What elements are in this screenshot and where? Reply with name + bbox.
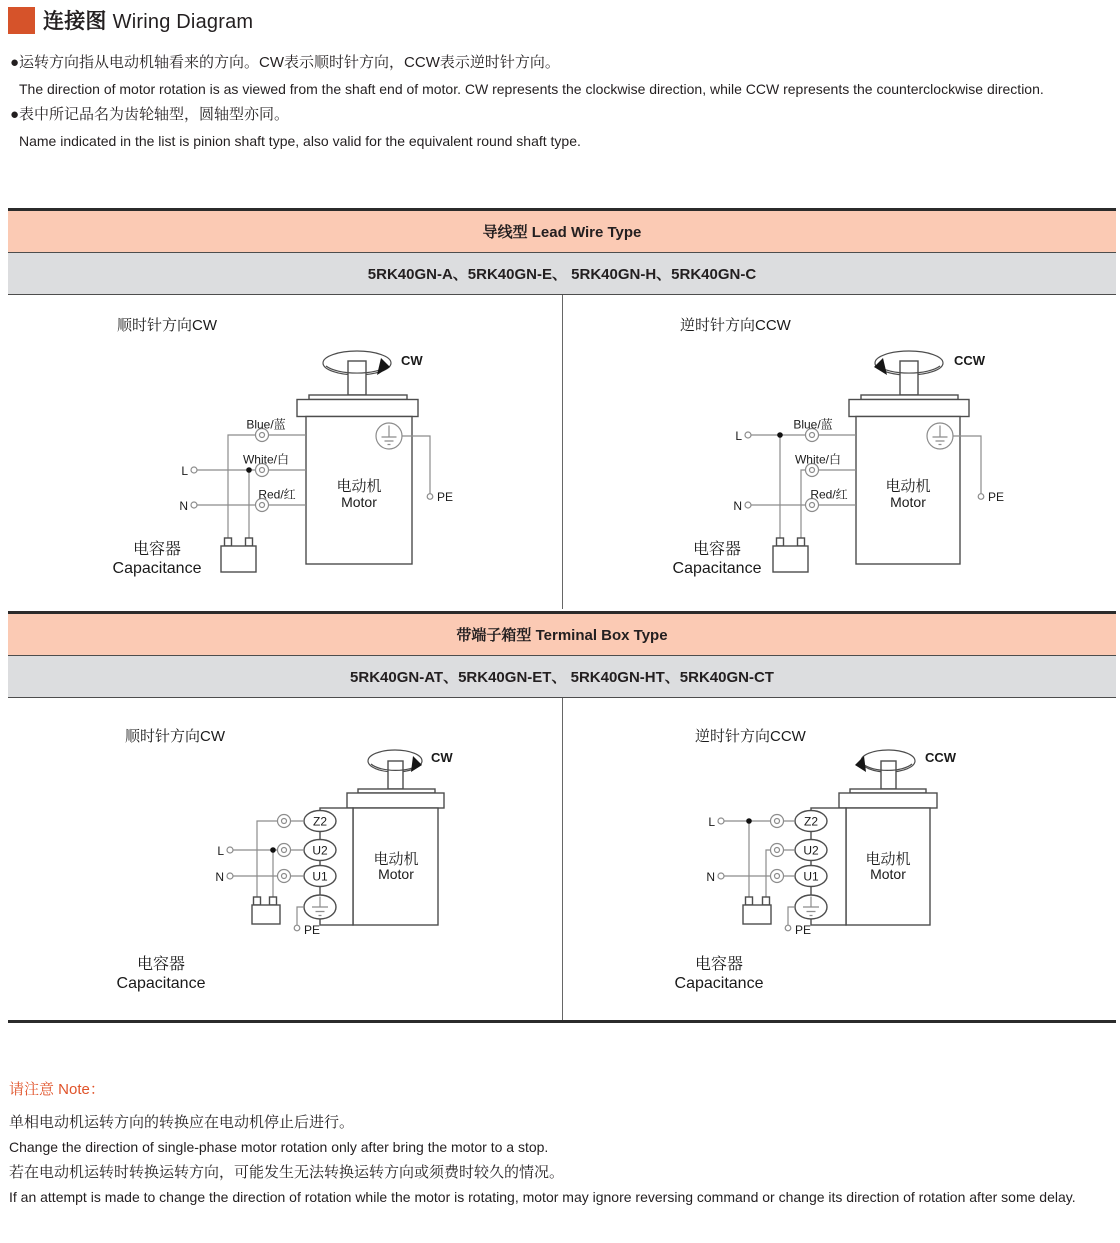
section-models-band: 5RK40GN-AT、5RK40GN-ET、 5RK40GN-HT、5RK40GN-CT xyxy=(8,656,1116,698)
wiring-diagram-terminal-ccw xyxy=(563,698,1116,1020)
pe-label: PE xyxy=(437,490,454,504)
terminal-z2-screw xyxy=(278,815,291,828)
line-node-l xyxy=(718,818,724,824)
line-node-n xyxy=(227,873,233,879)
terminal-label-white: White/白 xyxy=(794,452,842,467)
motor-label-cn: 电动机 xyxy=(865,851,911,868)
line-label-n: N xyxy=(179,499,188,513)
terminal-label-u2: U2 xyxy=(803,843,819,858)
motor-label-en: Motor xyxy=(890,494,926,510)
motor-label-en: Motor xyxy=(870,866,906,882)
capacitor-label-en: Capacitance xyxy=(672,560,762,577)
terminal-label-red: Red/红 xyxy=(810,487,848,502)
wiring-diagram-lead-ccw xyxy=(563,295,1116,609)
motor-label-cn: 电动机 xyxy=(885,478,931,495)
section-header-band: 带端子箱型 Terminal Box Type xyxy=(8,614,1116,656)
terminal-label-u1: U1 xyxy=(803,869,819,884)
note-line-4: If an attempt is made to change the direction of rotation while the motor is rotating, motor may ignore reversing command or change its direction of rotation after some delay. xyxy=(9,1189,1076,1205)
capacitor-label-cn: 电容器 xyxy=(132,541,182,558)
lead-ccw-cell xyxy=(562,295,1115,609)
rotation-label: CCW xyxy=(925,750,957,765)
terminal-label-blue: Blue/蓝 xyxy=(793,417,833,432)
rotation-arrowhead xyxy=(411,756,422,772)
junction-dot xyxy=(746,818,752,824)
capacitor-label-en: Capacitance xyxy=(116,975,206,992)
rotation-label: CW xyxy=(431,750,453,765)
wiring-diagram-lead-cw xyxy=(8,295,562,609)
line-node-n xyxy=(718,873,724,879)
line-node-l xyxy=(227,847,233,853)
section-lead-wire-type xyxy=(8,208,1116,609)
junction-dot xyxy=(777,432,783,438)
line-node-l xyxy=(191,467,197,473)
line-label-n: N xyxy=(706,870,715,884)
intro-bullet-1-cn: ●运转方向指从电动机轴看来的方向。CW表示顺时针方向，CCW表示逆时针方向。 xyxy=(10,54,560,71)
diagram-title: 逆时针方向CCW xyxy=(680,317,791,334)
capacitor-label-cn: 电容器 xyxy=(694,956,744,973)
pe-label: PE xyxy=(304,923,321,937)
note-line-2: Change the direction of single-phase motor rotation only after bring the motor to a stop. xyxy=(9,1139,549,1155)
capacitor xyxy=(252,897,280,924)
section-models-band: 5RK40GN-A、5RK40GN-E、 5RK40GN-H、5RK40GN-C xyxy=(8,253,1116,295)
intro-bullet-2-en: Name indicated in the list is pinion shaft type, also valid for the equivalent round shaft type. xyxy=(19,133,581,149)
capacitor-label-cn: 电容器 xyxy=(136,956,186,973)
note-line-3: 若在电动机运转时转换运转方向，可能发生无法转换运转方向或须费时较久的情况。 xyxy=(9,1164,565,1181)
accent-square-icon xyxy=(8,7,35,34)
terminal-label-z2: Z2 xyxy=(803,814,819,829)
motor-label-en: Motor xyxy=(378,866,414,882)
ground-symbol xyxy=(376,423,402,449)
capacitor-label-en: Capacitance xyxy=(112,560,202,577)
junction-dot xyxy=(246,467,252,473)
motor-shaft xyxy=(348,361,366,395)
terminal-u2-screw xyxy=(771,844,784,857)
rotation-arrowhead xyxy=(855,756,866,772)
motor-shaft xyxy=(900,361,918,395)
capacitor xyxy=(221,538,256,572)
section-terminal-box-type xyxy=(8,611,1116,1023)
wires xyxy=(751,432,856,538)
line-label-l: L xyxy=(181,464,188,478)
motor-shaft xyxy=(881,761,896,789)
line-label-l: L xyxy=(735,429,742,443)
line-label-n: N xyxy=(215,870,224,884)
lead-wire-diagram-row xyxy=(8,295,1116,609)
note-section xyxy=(9,1078,1115,1210)
motor-label-cn: 电动机 xyxy=(373,851,419,868)
pe-label: PE xyxy=(988,490,1005,504)
line-label-l: L xyxy=(708,815,715,829)
intro-bullet-2-cn: ●表中所记品名为齿轮轴型，圆轴型亦同。 xyxy=(10,106,290,123)
terminal-cw-cell xyxy=(8,698,562,1020)
diagram-title: 逆时针方向CCW xyxy=(695,728,806,745)
wiring-diagram-terminal-cw xyxy=(8,698,562,1020)
capacitor-label-cn: 电容器 xyxy=(692,541,742,558)
motor-label-en: Motor xyxy=(341,494,377,510)
rotation-arrowhead xyxy=(377,358,390,375)
note-label: 请注意 Note： xyxy=(9,1081,105,1098)
line-label-l: L xyxy=(217,844,224,858)
capacitor xyxy=(743,897,771,924)
intro-bullet-1-en: The direction of motor rotation is as viewed from the shaft end of motor. CW represents the clockwise direction, while CCW represents the counterclockwise direction. xyxy=(19,81,1044,97)
terminal-label-u1: U1 xyxy=(312,869,328,884)
terminal-label-u2: U2 xyxy=(312,843,328,858)
capacitor-label-en: Capacitance xyxy=(674,975,764,992)
pe-node xyxy=(785,925,791,931)
line-node-n xyxy=(745,502,751,508)
motor-shaft xyxy=(388,761,403,789)
pe-node xyxy=(294,925,300,931)
line-node-l xyxy=(745,432,751,438)
page-header xyxy=(8,5,253,35)
note-line-1: 单相电动机运转方向的转换应在电动机停止后进行。 xyxy=(9,1114,355,1131)
page-title-en: Wiring Diagram xyxy=(112,11,254,33)
terminal-label-white: White/白 xyxy=(242,452,290,467)
section-header-band: 导线型 Lead Wire Type xyxy=(8,211,1116,253)
terminal-z2-screw xyxy=(771,815,784,828)
page-title-cn: 连接图 xyxy=(43,10,107,33)
terminal-u1-screw xyxy=(278,870,291,883)
intro-notes xyxy=(10,50,1114,154)
pe-label: PE xyxy=(795,923,812,937)
lead-cw-cell xyxy=(8,295,562,609)
junction-dot xyxy=(270,847,276,853)
terminal-box-diagram-row xyxy=(8,698,1116,1020)
terminal-ccw-cell xyxy=(562,698,1115,1020)
motor-label-cn: 电动机 xyxy=(336,478,382,495)
rotation-label: CCW xyxy=(954,353,986,368)
terminal-label-red: Red/红 xyxy=(258,487,296,502)
line-label-n: N xyxy=(733,499,742,513)
capacitor xyxy=(773,538,808,572)
line-node-n xyxy=(191,502,197,508)
terminal-u1-screw xyxy=(771,870,784,883)
terminal-label-z2: Z2 xyxy=(312,814,328,829)
terminal-u2-screw xyxy=(278,844,291,857)
diagram-title: 顺时针方向CW xyxy=(117,317,217,334)
ground-symbol xyxy=(927,423,953,449)
diagram-title: 顺时针方向CW xyxy=(125,728,225,745)
rotation-label: CW xyxy=(401,353,423,368)
terminal-label-blue: Blue/蓝 xyxy=(246,417,286,432)
wires xyxy=(197,435,306,538)
page-title xyxy=(43,5,253,35)
